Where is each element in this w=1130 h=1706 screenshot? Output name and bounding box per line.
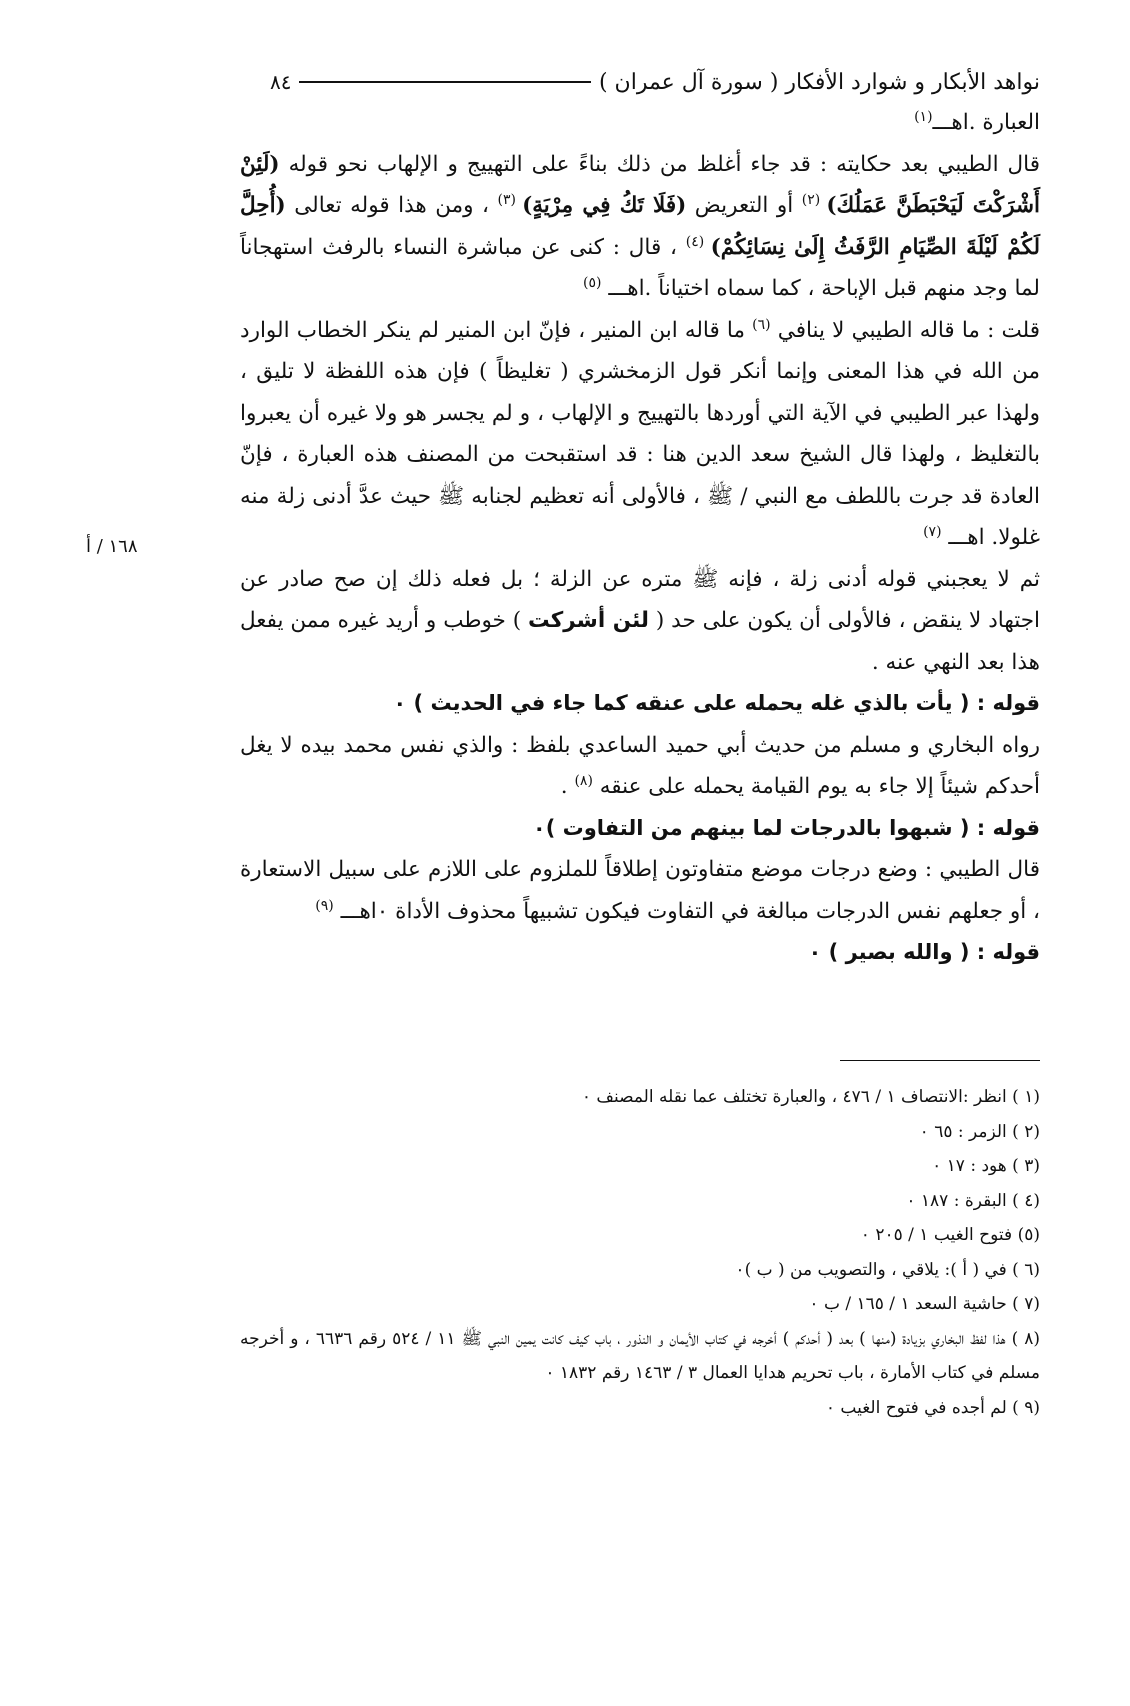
footnote: (١ ) انظر :الانتصاف ١ / ٤٧٦ ، والعبارة تختلف عما نقله المصنف ٠ <box>581 1087 1040 1107</box>
footnote-ref: (٨) <box>574 772 593 789</box>
quran-verse: (فَلَا تَكُ فِي مِرْيَةٍ) <box>522 193 687 218</box>
section-heading: قوله : ( والله بصير ) ٠ <box>808 940 1040 964</box>
footnote: (٢ ) الزمر : ٦٥ ٠ <box>919 1121 1040 1142</box>
paragraph: ثم لا يعجبني قوله أدنى زلة ، فإنه ﷺ متره عن الزلة ؛ بل فعله ذلك إن صح صادر عن اجتهاد لا ينقض ، فالأولى أن يكون على حد ( لئن أشركت ) خوطب و أريد غيره ممن يفعل هذا بعد النهي عنه . <box>240 566 1040 675</box>
footnote: (٤ ) البقرة : ١٨٧ ٠ <box>906 1190 1040 1211</box>
footnote: (٩ ) لم أجده في فتوح الغيب ٠ <box>825 1397 1040 1418</box>
footnotes <box>240 1080 1040 1425</box>
paragraph: قلت : ما قاله الطيبي لا ينافي $^{(٦)}$ ما قاله ابن المنير ، فإنّ ابن المنير لم ينكر الخطاب الوارد من الله في هذا المعنى وإنما أنكر قول الزمخشري ( تغليظاً ) فإن هذه اللفظة لا تليق ، ولهذا عبر الطيبي في الآية التي أوردها بالتهييج و الإلهاب ، و لم يجسر هو ولا غيره أن يعبروا بالتغليظ ، ولهذا قال الشيخ سعد الدين هنا : قد استقبحت من المصنف هذه العبارة ، فإنّ العادة قد جرت باللطف مع النبي / ﷺ ، فالأولى أنه تعظيم لجنابه ﷺ حيث عدَّ أدنى زلة منه غلولا. اهـــ $^{(٧)}$ <box>240 316 1040 550</box>
footnote-ref: (٥) <box>583 274 602 291</box>
footnote: (٣ ) هود : ١٧ ٠ <box>932 1156 1040 1176</box>
paragraph: قال الطيبي : وضع درجات موضع متفاوتون إطلاقاً للملزوم على اللازم على سبيل الاستعارة ، أو جعلهم نفس الدرجات مبالغة في التفاوت فيكون تشبيهاً محذوف الأداة ٠اهـــ $^{(٩)}$ <box>240 857 1040 924</box>
quoted-verse: لئن أشركت <box>528 608 649 633</box>
footnote-ref: (٤) <box>685 233 711 250</box>
header-title: نواهد الأبكار و شوارد الأفكار ( سورة آل عمران ) <box>598 69 1040 95</box>
paragraph: العبارة .اهـــ$^{(١)}$ <box>914 108 1040 135</box>
footnote-ref: (٧) <box>923 523 942 540</box>
main-text <box>240 102 1040 974</box>
footnote: (٧ ) حاشية السعد ١ / ١٦٥ / ب ٠ <box>809 1294 1040 1314</box>
margin-folio-note: ١٦٨ / أ <box>86 536 138 557</box>
page-number: ٨٤ <box>270 70 292 94</box>
footnote-ref: (٣) <box>497 191 523 208</box>
footnote-separator <box>840 1060 1040 1061</box>
footnote: (٦ ) في ( أ ): يلاقي ، والتصويب من ( ب )٠ <box>735 1259 1040 1280</box>
footnote: (٨ ) هذا لفظ البخاري بزيادة (منها ) بعد ( أحدكم ) أخرجه في كتاب الأيمان و النذور ، باب كيف كانت يمين النبي ﷺ ١١ / ٥٢٤ رقم ٦٦٣٦ ، و أخرجه مسلم في كتاب الأمارة ، باب تحريم هدايا العمال ٣ / ١٤٦٣ رقم ١٨٣٢ ٠ <box>240 1328 1040 1383</box>
header-rule <box>299 81 590 83</box>
footnote-ref: (٢) <box>801 191 827 208</box>
footnote-ref: (٩) <box>315 897 334 914</box>
running-header <box>270 62 1040 102</box>
section-heading: قوله : ( يأت بالذي غله يحمله على عنقه كما جاء في الحديث ) ٠ <box>393 691 1040 715</box>
quran-verse: (لَئِنْ أَشْرَكْتَ لَيَحْبَطَنَّ عَمَلُكَ) <box>240 151 1040 218</box>
footnote-ref: (٦) <box>752 316 771 333</box>
paragraph: رواه البخاري و مسلم من حديث أبي حميد الساعدي بلفظ : والذي نفس محمد بيده لا يغل أحدكم شيئاً إلا جاء به يوم القيامة يحمله على عنقه $^{(٨)}$ . <box>240 732 1040 799</box>
footnote-ref: (١) <box>914 108 933 125</box>
paragraph: قال الطيبي بعد حكايته : قد جاء أغلظ من ذلك بناءً على التهييج و الإلهاب نحو قوله (لَئِنْ أَشْرَكْتَ لَيَحْبَطَنَّ عَمَلُكَ) $^{(٢)}$ أو التعريض (فَلَا تَكُ فِي مِرْيَةٍ) $^{(٣)}$ ، ومن هذا قوله تعالى (أُحِلَّ لَكُمْ لَيْلَةَ الصِّيَامِ الرَّفَثُ إِلَىٰ نِسَائِكُمْ) $^{(٤)}$ ، قال : كنى عن مباشرة النساء بالرفث استهجاناً لما وجد منهم قبل الإباحة ، كما سماه اختياناً .اهـــ $^{(٥)}$ <box>240 151 1040 301</box>
footnote: (٥) فتوح الغيب ١ / ٢٠٥ ٠ <box>860 1225 1040 1245</box>
section-heading: قوله : ( شبهوا بالدرجات لما بينهم من التفاوت )٠ <box>532 815 1040 840</box>
quran-verse: (أُحِلَّ لَكُمْ لَيْلَةَ الصِّيَامِ الرَّفَثُ إِلَىٰ نِسَائِكُمْ) <box>240 193 1040 260</box>
